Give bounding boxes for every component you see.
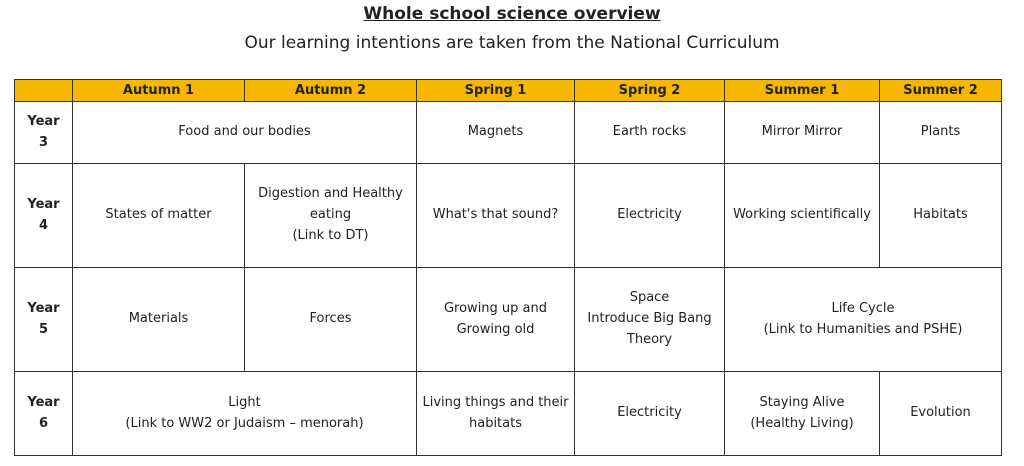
topic-cell: Light (Link to WW2 or Judaism – menorah) bbox=[73, 372, 417, 456]
year-label: Year 3 bbox=[15, 102, 73, 164]
header-row bbox=[15, 80, 1002, 102]
term-header: Spring 1 bbox=[417, 80, 575, 102]
topic-cell: Food and our bodies bbox=[73, 102, 417, 164]
topic-cell: Forces bbox=[245, 268, 417, 372]
topic-cell: Earth rocks bbox=[575, 102, 725, 164]
topic-cell: Habitats bbox=[880, 164, 1002, 268]
topic-cell: Materials bbox=[73, 268, 245, 372]
page-subtitle: Our learning intentions are taken from the National Curriculum bbox=[244, 33, 780, 53]
topic-cell: Digestion and Healthy eating (Link to DT) bbox=[245, 164, 417, 268]
topic-cell: Magnets bbox=[417, 102, 575, 164]
table-row bbox=[15, 164, 1002, 268]
topic-cell: Electricity bbox=[575, 372, 725, 456]
topic-cell: Staying Alive (Healthy Living) bbox=[725, 372, 880, 456]
topic-cell: What's that sound? bbox=[417, 164, 575, 268]
topic-cell: Life Cycle (Link to Humanities and PSHE) bbox=[725, 268, 1002, 372]
term-header: Spring 2 bbox=[575, 80, 725, 102]
corner-cell bbox=[15, 80, 73, 102]
topic-cell: Growing up and Growing old bbox=[417, 268, 575, 372]
term-header: Autumn 1 bbox=[73, 80, 245, 102]
year-label: Year 5 bbox=[15, 268, 73, 372]
table-row bbox=[15, 102, 1002, 164]
topic-cell: Space Introduce Big Bang Theory bbox=[575, 268, 725, 372]
year-label: Year 4 bbox=[15, 164, 73, 268]
topic-cell: Mirror Mirror bbox=[725, 102, 880, 164]
topic-cell: Working scientifically bbox=[725, 164, 880, 268]
year-label: Year 6 bbox=[15, 372, 73, 456]
table-row bbox=[15, 372, 1002, 456]
topic-cell: States of matter bbox=[73, 164, 245, 268]
topic-cell: Plants bbox=[880, 102, 1002, 164]
topic-cell: Electricity bbox=[575, 164, 725, 268]
table-row bbox=[15, 268, 1002, 372]
term-header: Summer 2 bbox=[880, 80, 1002, 102]
topic-cell: Living things and their habitats bbox=[417, 372, 575, 456]
term-header: Autumn 2 bbox=[245, 80, 417, 102]
page-title: Whole school science overview bbox=[363, 4, 661, 24]
science-overview-table bbox=[14, 79, 1002, 456]
term-header: Summer 1 bbox=[725, 80, 880, 102]
topic-cell: Evolution bbox=[880, 372, 1002, 456]
